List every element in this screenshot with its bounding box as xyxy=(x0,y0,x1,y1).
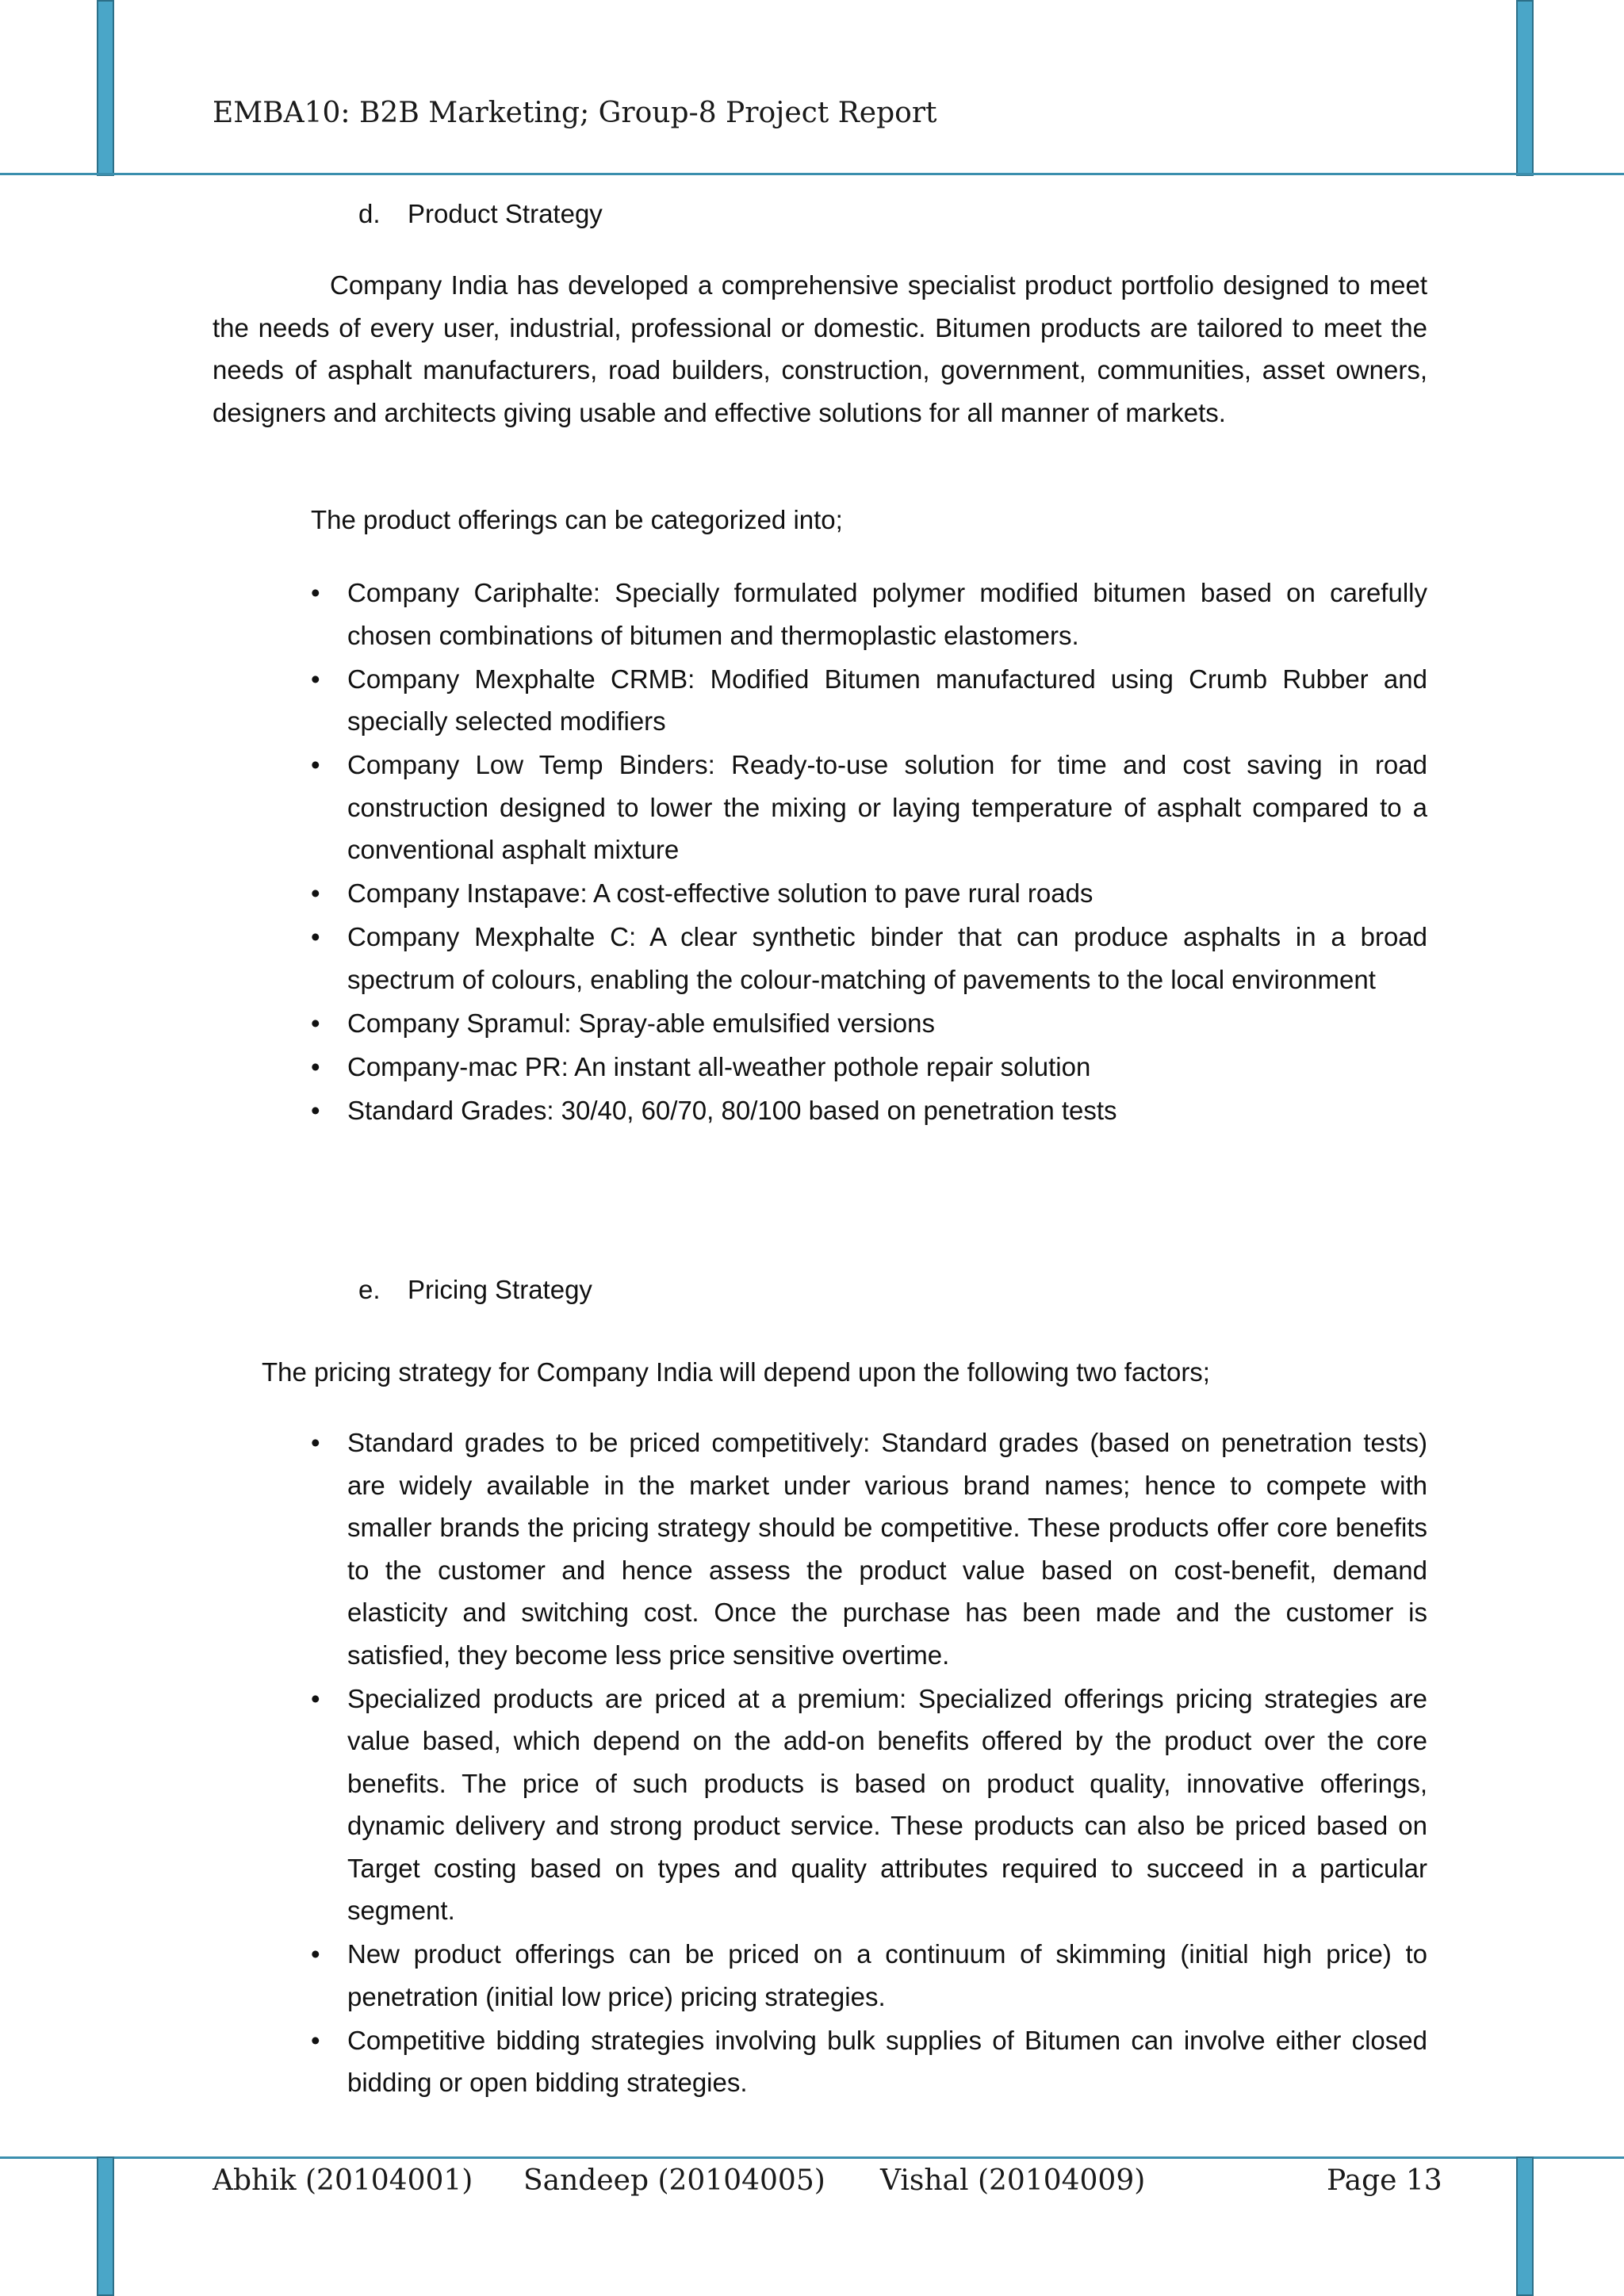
footer-right-bar xyxy=(1516,2156,1534,2296)
list-item: • Company Spramul: Spray-able emulsified versions xyxy=(311,1002,1427,1045)
pricing-list xyxy=(311,1422,1427,2105)
section-d-title: Product Strategy xyxy=(408,199,603,228)
list-item: • Company Mexphalte CRMB: Modified Bitumen manufactured using Crumb Rubber and specially selected modifiers xyxy=(311,658,1427,743)
footer-left-bar xyxy=(97,2156,114,2296)
list-item: • Company-mac PR: An instant all-weather pothole repair solution xyxy=(311,1046,1427,1089)
header-title: EMBA10: B2B Marketing; Group-8 Project Report xyxy=(213,97,937,129)
list-item: • New product offerings can be priced on a continuum of skimming (initial high price) to penetration (initial low price) pricing strategies. xyxy=(311,1933,1427,2018)
section-e-title: Pricing Strategy xyxy=(408,1275,592,1304)
list-item: • Specialized products are priced at a premium: Specialized offerings pricing strategies are value based, which depend on the add-on benefits offered by the product over the core benefits. The price of such products is based on product quality, innovative offerings, dynamic delivery and strong product service. These products can also be priced based on Target costing based on types and quality attributes required to succeed in a particular segment. xyxy=(311,1678,1427,1932)
list-item: • Company Low Temp Binders: Ready-to-use solution for time and cost saving in road construction designed to lower the mixing or laying temperature of asphalt compared to a conventional asphalt mixture xyxy=(311,744,1427,871)
list-item: • Standard Grades: 30/40, 60/70, 80/100 based on penetration tests xyxy=(311,1089,1427,1132)
list-item: • Company Mexphalte C: A clear synthetic binder that can produce asphalts in a broad spectrum of colours, enabling the colour-matching of pavements to the local environment xyxy=(311,916,1427,1001)
footer-author-3: Vishal (20104009) xyxy=(880,2164,1146,2197)
header-left-bar xyxy=(97,0,114,176)
list-item: • Competitive bidding strategies involving bulk supplies of Bitumen can involve either closed bidding or open bidding strategies. xyxy=(311,2019,1427,2104)
footer-author-1: Abhik (20104001) xyxy=(213,2164,473,2197)
list-item: • Standard grades to be priced competitively: Standard grades (based on penetration tests) are widely available in the market under various brand names; hence to compete with smaller brands the pricing strategy should be competitive. These products offer core benefits to the customer and hence assess the product value based on cost-benefit, demand elasticity and switching cost. Once the purchase has been made and the customer is satisfied, they become less price sensitive overtime. xyxy=(311,1422,1427,1676)
section-d-paragraph: Company India has developed a comprehensive specialist product portfolio designed to meet the needs of every user, industrial, professional or domestic. Bitumen products are tailored to meet the needs of asphalt manufacturers, road builders, construction, government, communities, asset owners, designers and architects giving usable and effective solutions for all manner of markets. xyxy=(213,270,1427,427)
section-d-heading xyxy=(358,199,603,229)
section-d-marker: d. xyxy=(358,199,381,228)
list-item: • Company Cariphalte: Specially formulated polymer modified bitumen based on carefully chosen combinations of bitumen and thermoplastic elastomers. xyxy=(311,572,1427,656)
footer-page-number: Page 13 xyxy=(1327,2164,1442,2197)
footer-rule xyxy=(0,2156,1624,2159)
list-item: • Company Instapave: A cost-effective solution to pave rural roads xyxy=(311,872,1427,915)
footer-author-2: Sandeep (20104005) xyxy=(523,2164,825,2197)
section-e-intro: The pricing strategy for Company India will depend upon the following two factors; xyxy=(262,1357,1210,1387)
section-e-marker: e. xyxy=(358,1275,381,1304)
product-list xyxy=(311,572,1427,1133)
header-right-bar xyxy=(1516,0,1534,176)
header-rule xyxy=(0,173,1624,175)
section-d-intro: The product offerings can be categorized into; xyxy=(311,505,843,534)
section-e-heading xyxy=(358,1275,592,1305)
